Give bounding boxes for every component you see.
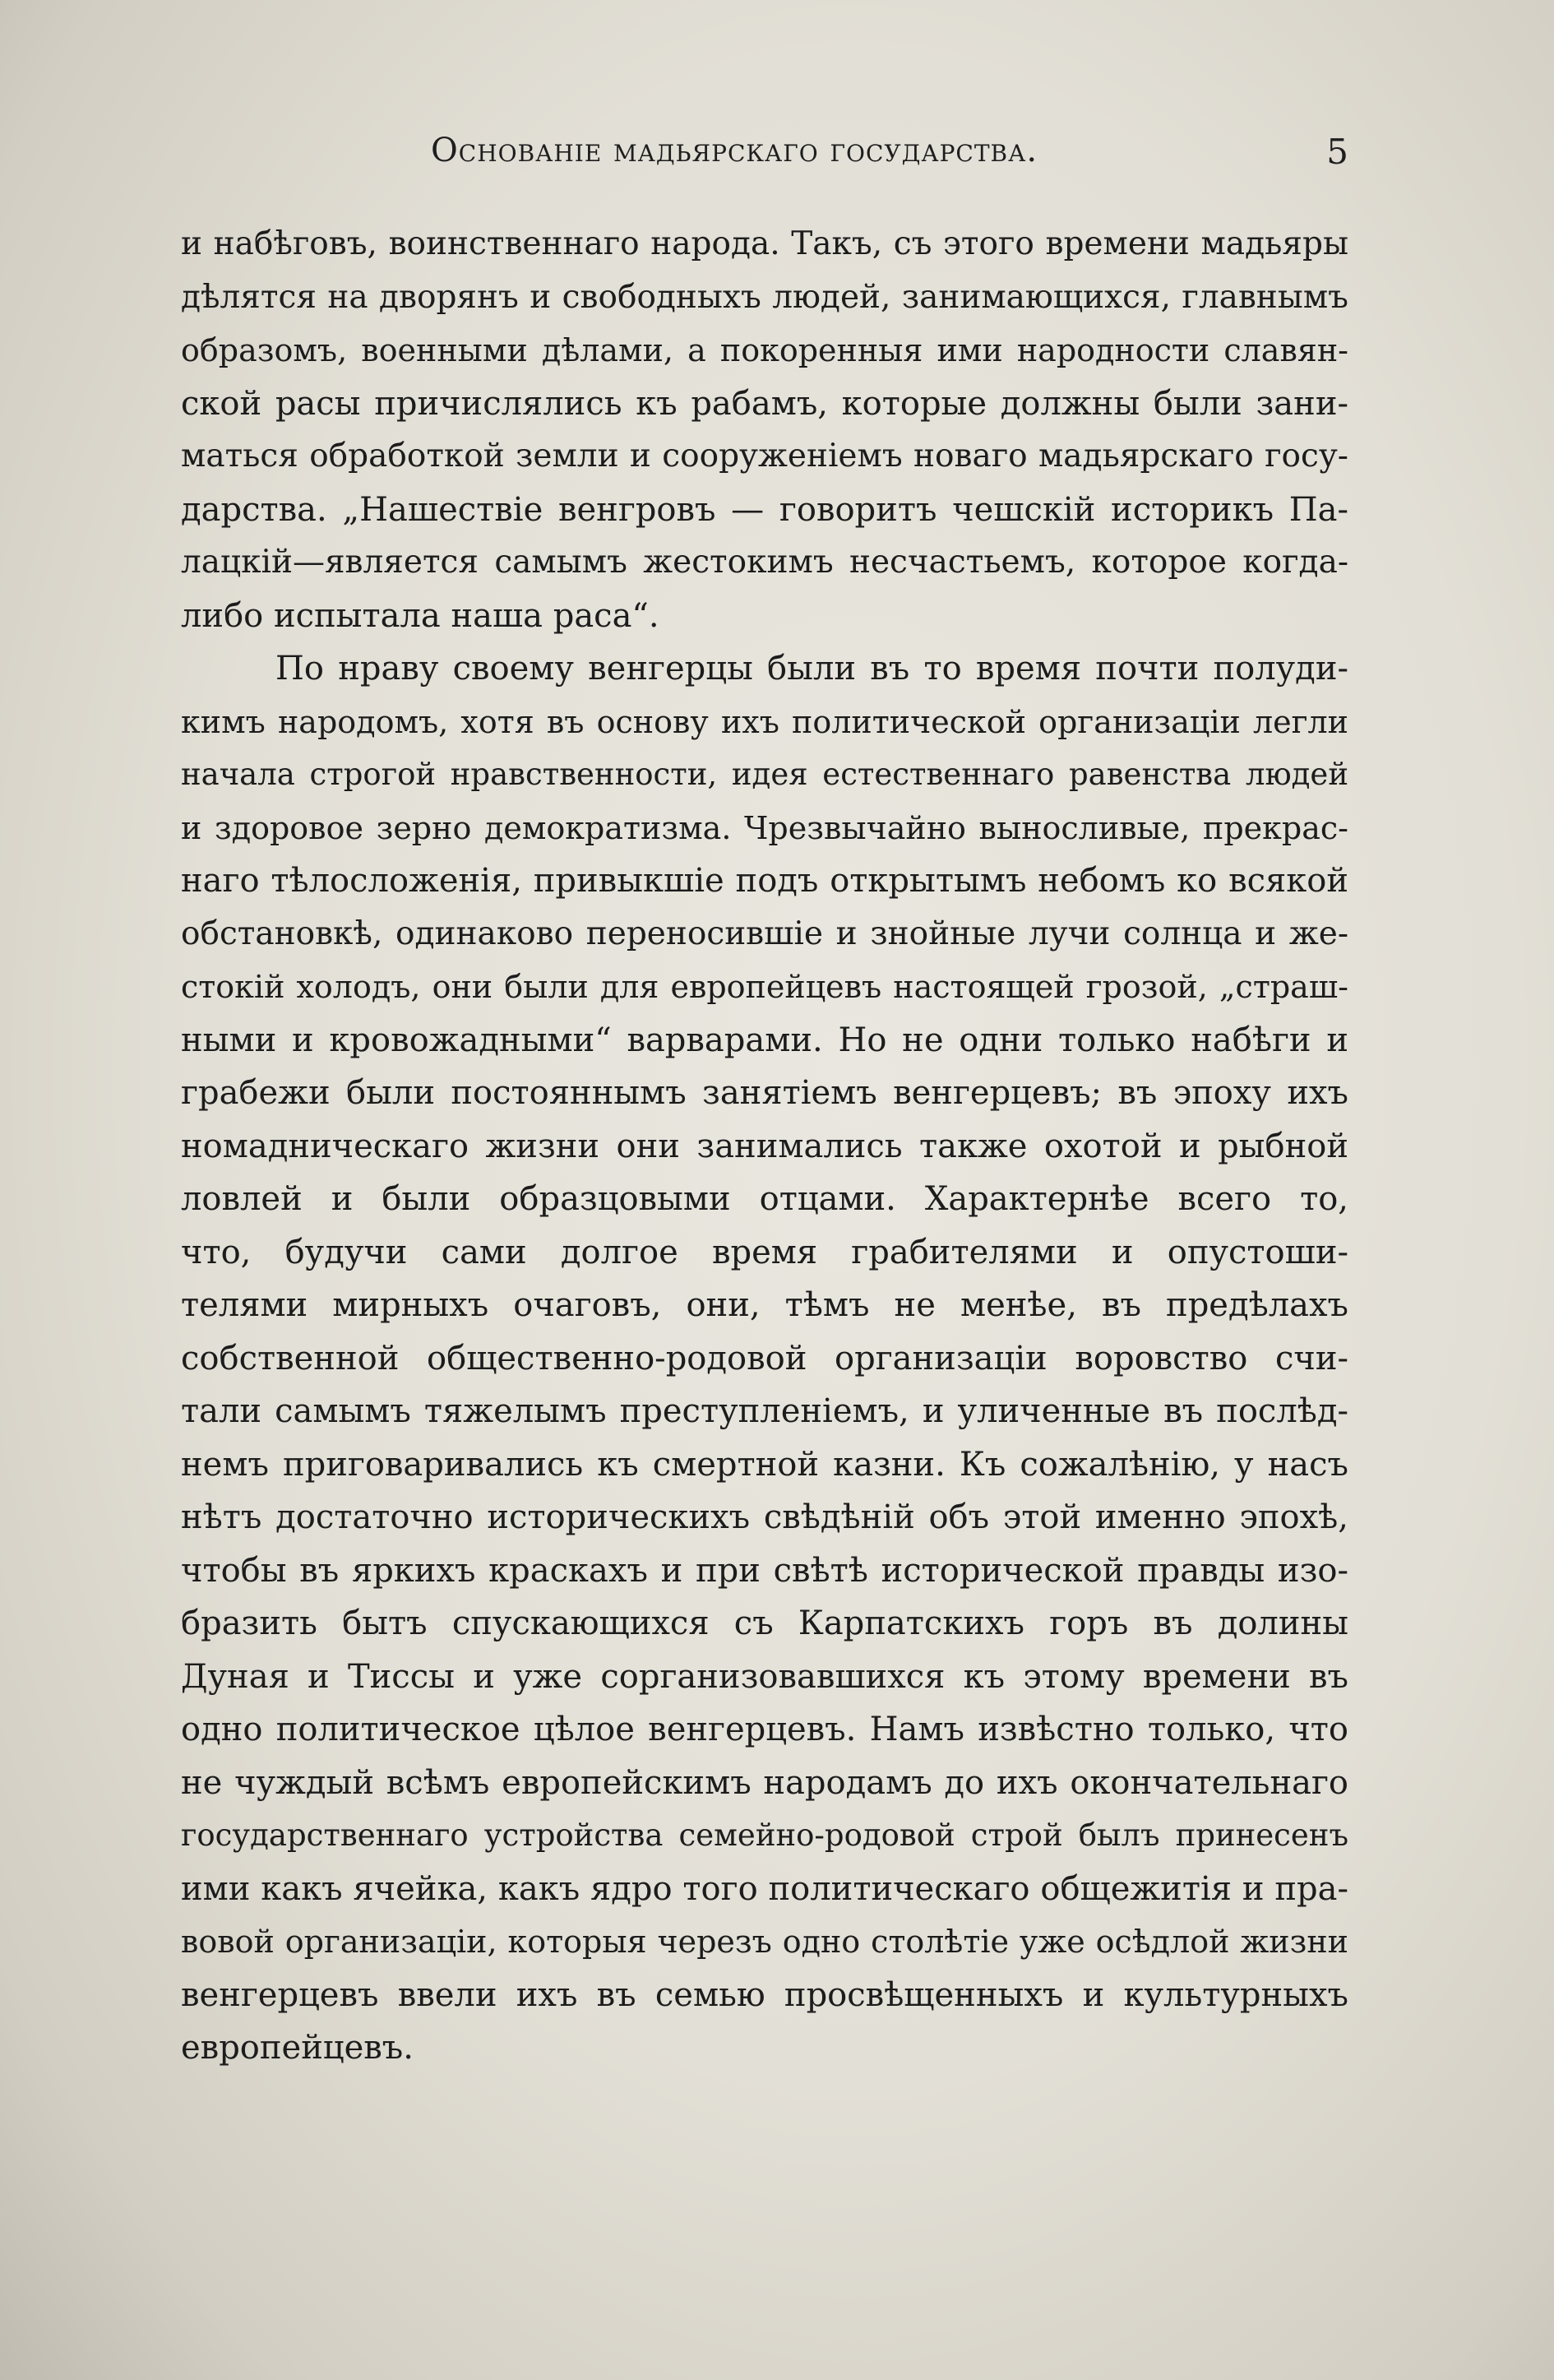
text-line: собственной общественно-родовой организаціи воровство счи- (181, 1339, 1348, 1378)
text-line: лацкій—является самымъ жестокимъ несчастьемъ, которое когда- (181, 544, 1348, 581)
text-line: ими какъ ячейка, какъ ядро того политическаго общежитія и пра- (181, 1869, 1348, 1908)
text-line: номадническаго жизни они занимались также охотой и рыбной (181, 1127, 1348, 1165)
text-line: и набѣговъ, воинственнаго народа. Такъ, съ этого времени мадьяры (181, 225, 1348, 262)
text-line: образомъ, военными дѣлами, а покоренныя ими народности славян- (181, 332, 1348, 368)
text-line: вовой организаціи, которыя черезъ одно столѣтіе уже осѣдлой жизни (181, 1924, 1348, 1960)
text-line: маться обработкой земли и сооруженіемъ новаго мадьярскаго госу- (181, 438, 1348, 475)
text-line: наго тѣлосложенія, привыкшіе подъ открытымъ небомъ ко всякой (181, 862, 1348, 900)
page-number: 5 (1326, 132, 1348, 172)
text-line: грабежи были постояннымъ занятіемъ венгерцевъ; въ эпоху ихъ (181, 1074, 1348, 1112)
text-line: Дуная и Тиссы и уже сорганизовавшихся къ этому времени въ (181, 1657, 1348, 1696)
text-line: венгерцевъ ввели ихъ въ семью просвѣщенныхъ и культурныхъ (181, 1975, 1348, 2014)
text-line: ловлей и были образцовыми отцами. Характернѣе всего то, (181, 1180, 1348, 1218)
text-line: телями мирныхъ очаговъ, они, тѣмъ не менѣе, въ предѣлахъ (181, 1286, 1348, 1324)
text-line: немъ приговаривались къ смертной казни. Къ сожалѣнію, у насъ (181, 1445, 1348, 1484)
text-line: одно политическое цѣлое венгерцевъ. Намъ извѣстно только, что (181, 1711, 1348, 1748)
paragraph-2 (181, 642, 1348, 2075)
text-line: дарства. „Нашествіе венгровъ — говоритъ чешскій историкъ Па- (181, 490, 1348, 529)
text-line: либо испытала наша раса“. (181, 596, 659, 635)
text-line: бразить бытъ спускающихся съ Карпатскихъ горъ въ долины (181, 1604, 1348, 1642)
text-line: чтобы въ яркихъ краскахъ и при свѣтѣ исторической правды изо- (181, 1551, 1348, 1590)
page-header (181, 132, 1348, 181)
text-line: не чуждый всѣмъ европейскимъ народамъ до ихъ окончательнаго (181, 1763, 1348, 1802)
text-line: тали самымъ тяжелымъ преступленіемъ, и уличенные въ послѣд- (181, 1392, 1348, 1430)
text-line: обстановкѣ, одинаково переносившіе и знойные лучи солнца и же- (181, 914, 1348, 952)
text-line: кимъ народомъ, хотя въ основу ихъ политической организаціи легли (181, 703, 1348, 740)
text-line: дѣлятся на дворянъ и свободныхъ людей, занимающихся, главнымъ (181, 278, 1348, 316)
text-line: По нраву своему венгерцы были въ то время почти полуди- (275, 650, 1348, 688)
text-line: что, будучи сами долгое время грабителями и опустоши- (181, 1233, 1348, 1271)
text-line: и здоровое зерно демократизма. Чрезвычайно выносливые, прекрас- (181, 809, 1348, 846)
text-line: европейцевъ. (181, 2029, 414, 2067)
text-line: стокій холодъ, они были для европейцевъ настоящей грозой, „страш- (181, 969, 1348, 1005)
text-line: начала строгой нравственности, идея естественнаго равенства людей (181, 757, 1348, 792)
paragraph-1 (181, 218, 1348, 642)
text-line: государственнаго устройства семейно-родовой строй былъ принесенъ (181, 1817, 1348, 1853)
text-line: нѣтъ достаточно историческихъ свѣдѣній объ этой именно эпохѣ, (181, 1498, 1348, 1536)
body-text (181, 218, 1348, 2075)
text-line: ской расы причислялись къ рабамъ, которые должны были зани- (181, 384, 1348, 423)
running-title: Основаніе мадьярскаго государства. (431, 132, 1038, 169)
text-line: ными и кровожадными“ варварами. Но не одни только набѣги и (181, 1021, 1348, 1059)
